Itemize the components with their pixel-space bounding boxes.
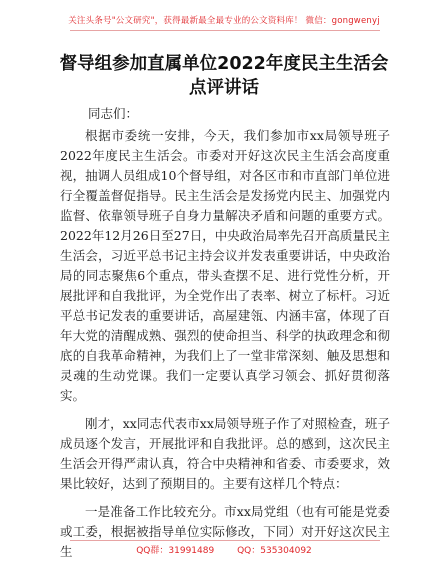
footer-contact — [0, 543, 448, 556]
footer-divider — [70, 540, 380, 541]
body-paragraph: 刚才，xx同志代表市xx局领导班子作了对照检查，班子成员逐个发言，开展批评和自我批评。总的感到，这次民主生活会开得严肃认真，符合中央精神和省委、市委要求，效果比较好，达到了预期目的。主要有这样几个特点： — [60, 416, 390, 491]
document-body — [60, 126, 390, 562]
qq-number-text: QQ：535304092 — [237, 546, 312, 556]
body-paragraph: 一是准备工作比较充分。市xx局党组（也有可能是党委或工委，根据被指导单位实际修改，下同）对开好这次民主生 — [60, 504, 390, 559]
promo-banner: 关注头条号"公文研究"，获得最新最全最专业的公文资料库！ 微信：gongwenyj — [68, 16, 380, 26]
salutation: 同志们： — [88, 106, 139, 121]
qq-group-text: QQ群：31991489 — [136, 546, 215, 556]
header-divider — [70, 30, 380, 31]
body-paragraph: 根据市委统一安排，今天，我们参加市xx局领导班子2022年度民主生活会。市委对开好这次民主生活会高度重视，抽调人员组成10个督导组，对各区市和市直部门单位进行全覆盖督促指导。民主生活会是发扬党内民主、加强党内监督、依靠领导班子自身力量解决矛盾和问题的重要方式。2022年12月26日至27日，中央政治局率先召开高质量民主生活会，习近平总书记主持会议并发表重要讲话，中央政治局的同志聚焦6个重点，带头查摆不足、进行党性分析，开展批评和自我批评，为全党作出了表率、树立了标杆。习近平总书记发表的重要讲话，高屋建瓴、内涵丰富，体现了百年大党的清醒成熟、强烈的使命担当、科学的执政理念和彻底的自我革命精神，为我们上了一堂非常深刻、触及思想和灵魂的生动党课。我们一定要认真学习领会、抓好贯彻落实。 — [60, 128, 390, 403]
document-title: 督导组参加直属单位2022年度民主生活会点评讲话 — [59, 54, 389, 98]
